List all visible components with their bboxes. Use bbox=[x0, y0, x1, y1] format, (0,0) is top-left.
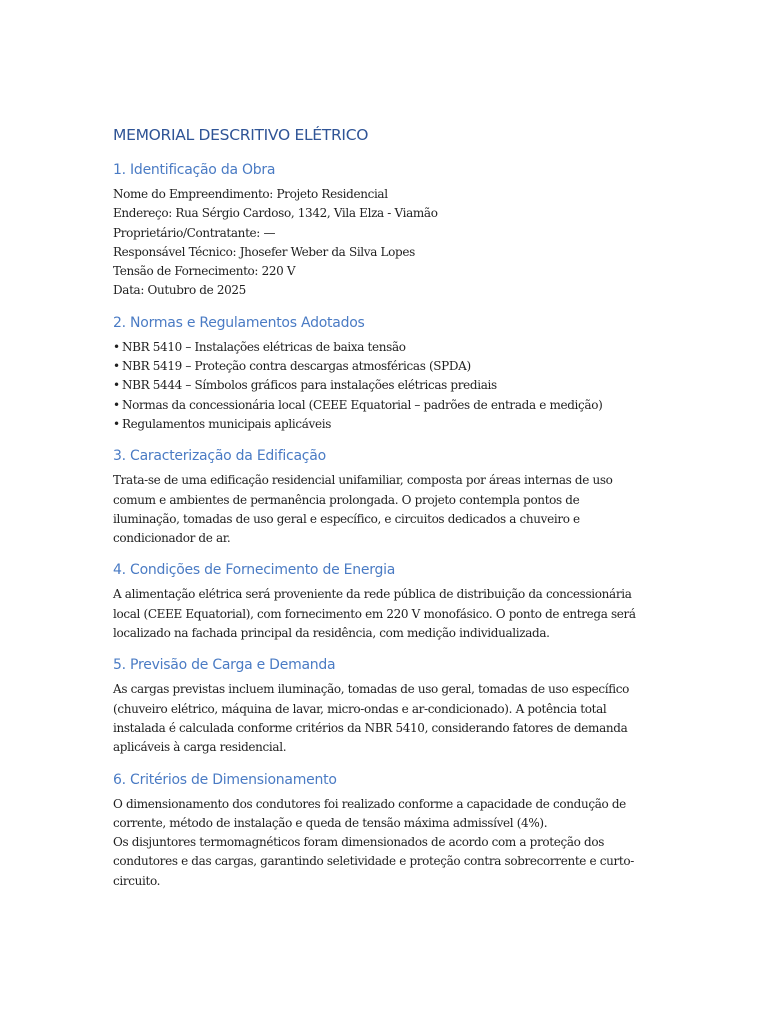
text-line: iluminação, tomadas de uso geral e específico, e circuitos dedicados a chuveiro e bbox=[113, 511, 580, 526]
text-line: Trata-se de uma edificação residencial unifamiliar, composta por áreas internas de uso bbox=[113, 473, 613, 488]
list-item bbox=[113, 396, 645, 415]
section-dimensionamento bbox=[113, 770, 645, 891]
section-heading: 3. Caracterização da Edificação bbox=[113, 448, 326, 465]
text-line: localizado na fachada principal da residência, com medição individualizada. bbox=[113, 626, 550, 641]
list-item bbox=[113, 415, 645, 434]
section-caracterizacao bbox=[113, 446, 645, 548]
text-line: condutores e das cargas, garantindo seletividade e proteção contra sobrecorrente e curto- bbox=[113, 854, 634, 869]
list-item-text: Normas da concessionária local (CEEE Equatorial – padrões de entrada e medição) bbox=[122, 397, 603, 412]
text-line: instalada é calculada conforme critérios da NBR 5410, considerando fatores de demanda bbox=[113, 720, 628, 735]
section-heading: 1. Identificação da Obra bbox=[113, 162, 276, 178]
list-item-text: NBR 5410 – Instalações elétricas de baixa tensão bbox=[122, 339, 406, 354]
list-item bbox=[113, 376, 645, 395]
list-item-text: Regulamentos municipais aplicáveis bbox=[122, 416, 332, 431]
section-previsao-carga bbox=[113, 655, 645, 757]
text-line: (chuveiro elétrico, máquina de lavar, micro-ondas e ar-condicionado). A potência total bbox=[113, 701, 607, 716]
text-line: Proprietário/Contratante: — bbox=[113, 225, 276, 240]
section-heading: 2. Normas e Regulamentos Adotados bbox=[113, 314, 365, 331]
bullet-list bbox=[113, 338, 645, 434]
section-heading: 5. Previsão de Carga e Demanda bbox=[113, 657, 336, 674]
text-line: O dimensionamento dos condutores foi realizado conforme a capacidade de condução de bbox=[113, 796, 626, 811]
section-fornecimento bbox=[113, 560, 645, 643]
bullet-mark: • bbox=[113, 378, 120, 393]
list-item bbox=[113, 338, 645, 357]
text-line: Tensão de Fornecimento: 220 V bbox=[113, 264, 296, 279]
text-line: aplicáveis à carga residencial. bbox=[113, 740, 287, 755]
text-line: local (CEEE Equatorial), com fornecimento em 220 V monofásico. O ponto de entrega será bbox=[113, 606, 636, 621]
document-title: MEMORIAL DESCRITIVO ELÉTRICO bbox=[113, 126, 369, 144]
section-normas bbox=[113, 313, 645, 434]
bullet-mark: • bbox=[113, 397, 120, 412]
text-line: Data: Outubro de 2025 bbox=[113, 283, 246, 298]
bullet-mark: • bbox=[113, 359, 120, 374]
section-heading: 6. Critérios de Dimensionamento bbox=[113, 771, 337, 788]
text-line: comum e ambientes de permanência prolongada. O projeto contempla pontos de bbox=[113, 492, 580, 507]
text-line: Nome do Empreendimento: Projeto Residencial bbox=[113, 187, 388, 201]
text-line: A alimentação elétrica será proveniente da rede pública de distribuição da concessionária bbox=[113, 587, 632, 602]
list-item-text: NBR 5419 – Proteção contra descargas atmosféricas (SPDA) bbox=[122, 359, 471, 374]
document-page bbox=[113, 124, 645, 903]
bullet-mark: • bbox=[113, 416, 120, 431]
list-item-text: NBR 5444 – Símbolos gráficos para instalações elétricas prediais bbox=[122, 378, 497, 393]
text-line: Endereço: Rua Sérgio Cardoso, 1342, Vila Elza - Viamão bbox=[113, 206, 438, 221]
text-line: condicionador de ar. bbox=[113, 531, 231, 546]
text-line: As cargas previstas incluem iluminação, tomadas de uso geral, tomadas de uso específico bbox=[113, 682, 630, 697]
text-line: corrente, método de instalação e queda de tensão máxima admissível (4%). bbox=[113, 815, 548, 830]
list-item bbox=[113, 357, 645, 376]
text-line: Os disjuntores termomagnéticos foram dimensionados de acordo com a proteção dos bbox=[113, 835, 605, 850]
text-line: circuito. bbox=[113, 873, 161, 888]
section-identificacao bbox=[113, 160, 645, 301]
text-line: Responsável Técnico: Jhosefer Weber da Silva Lopes bbox=[113, 244, 415, 259]
section-heading: 4. Condições de Fornecimento de Energia bbox=[113, 562, 396, 579]
bullet-mark: • bbox=[113, 339, 120, 354]
